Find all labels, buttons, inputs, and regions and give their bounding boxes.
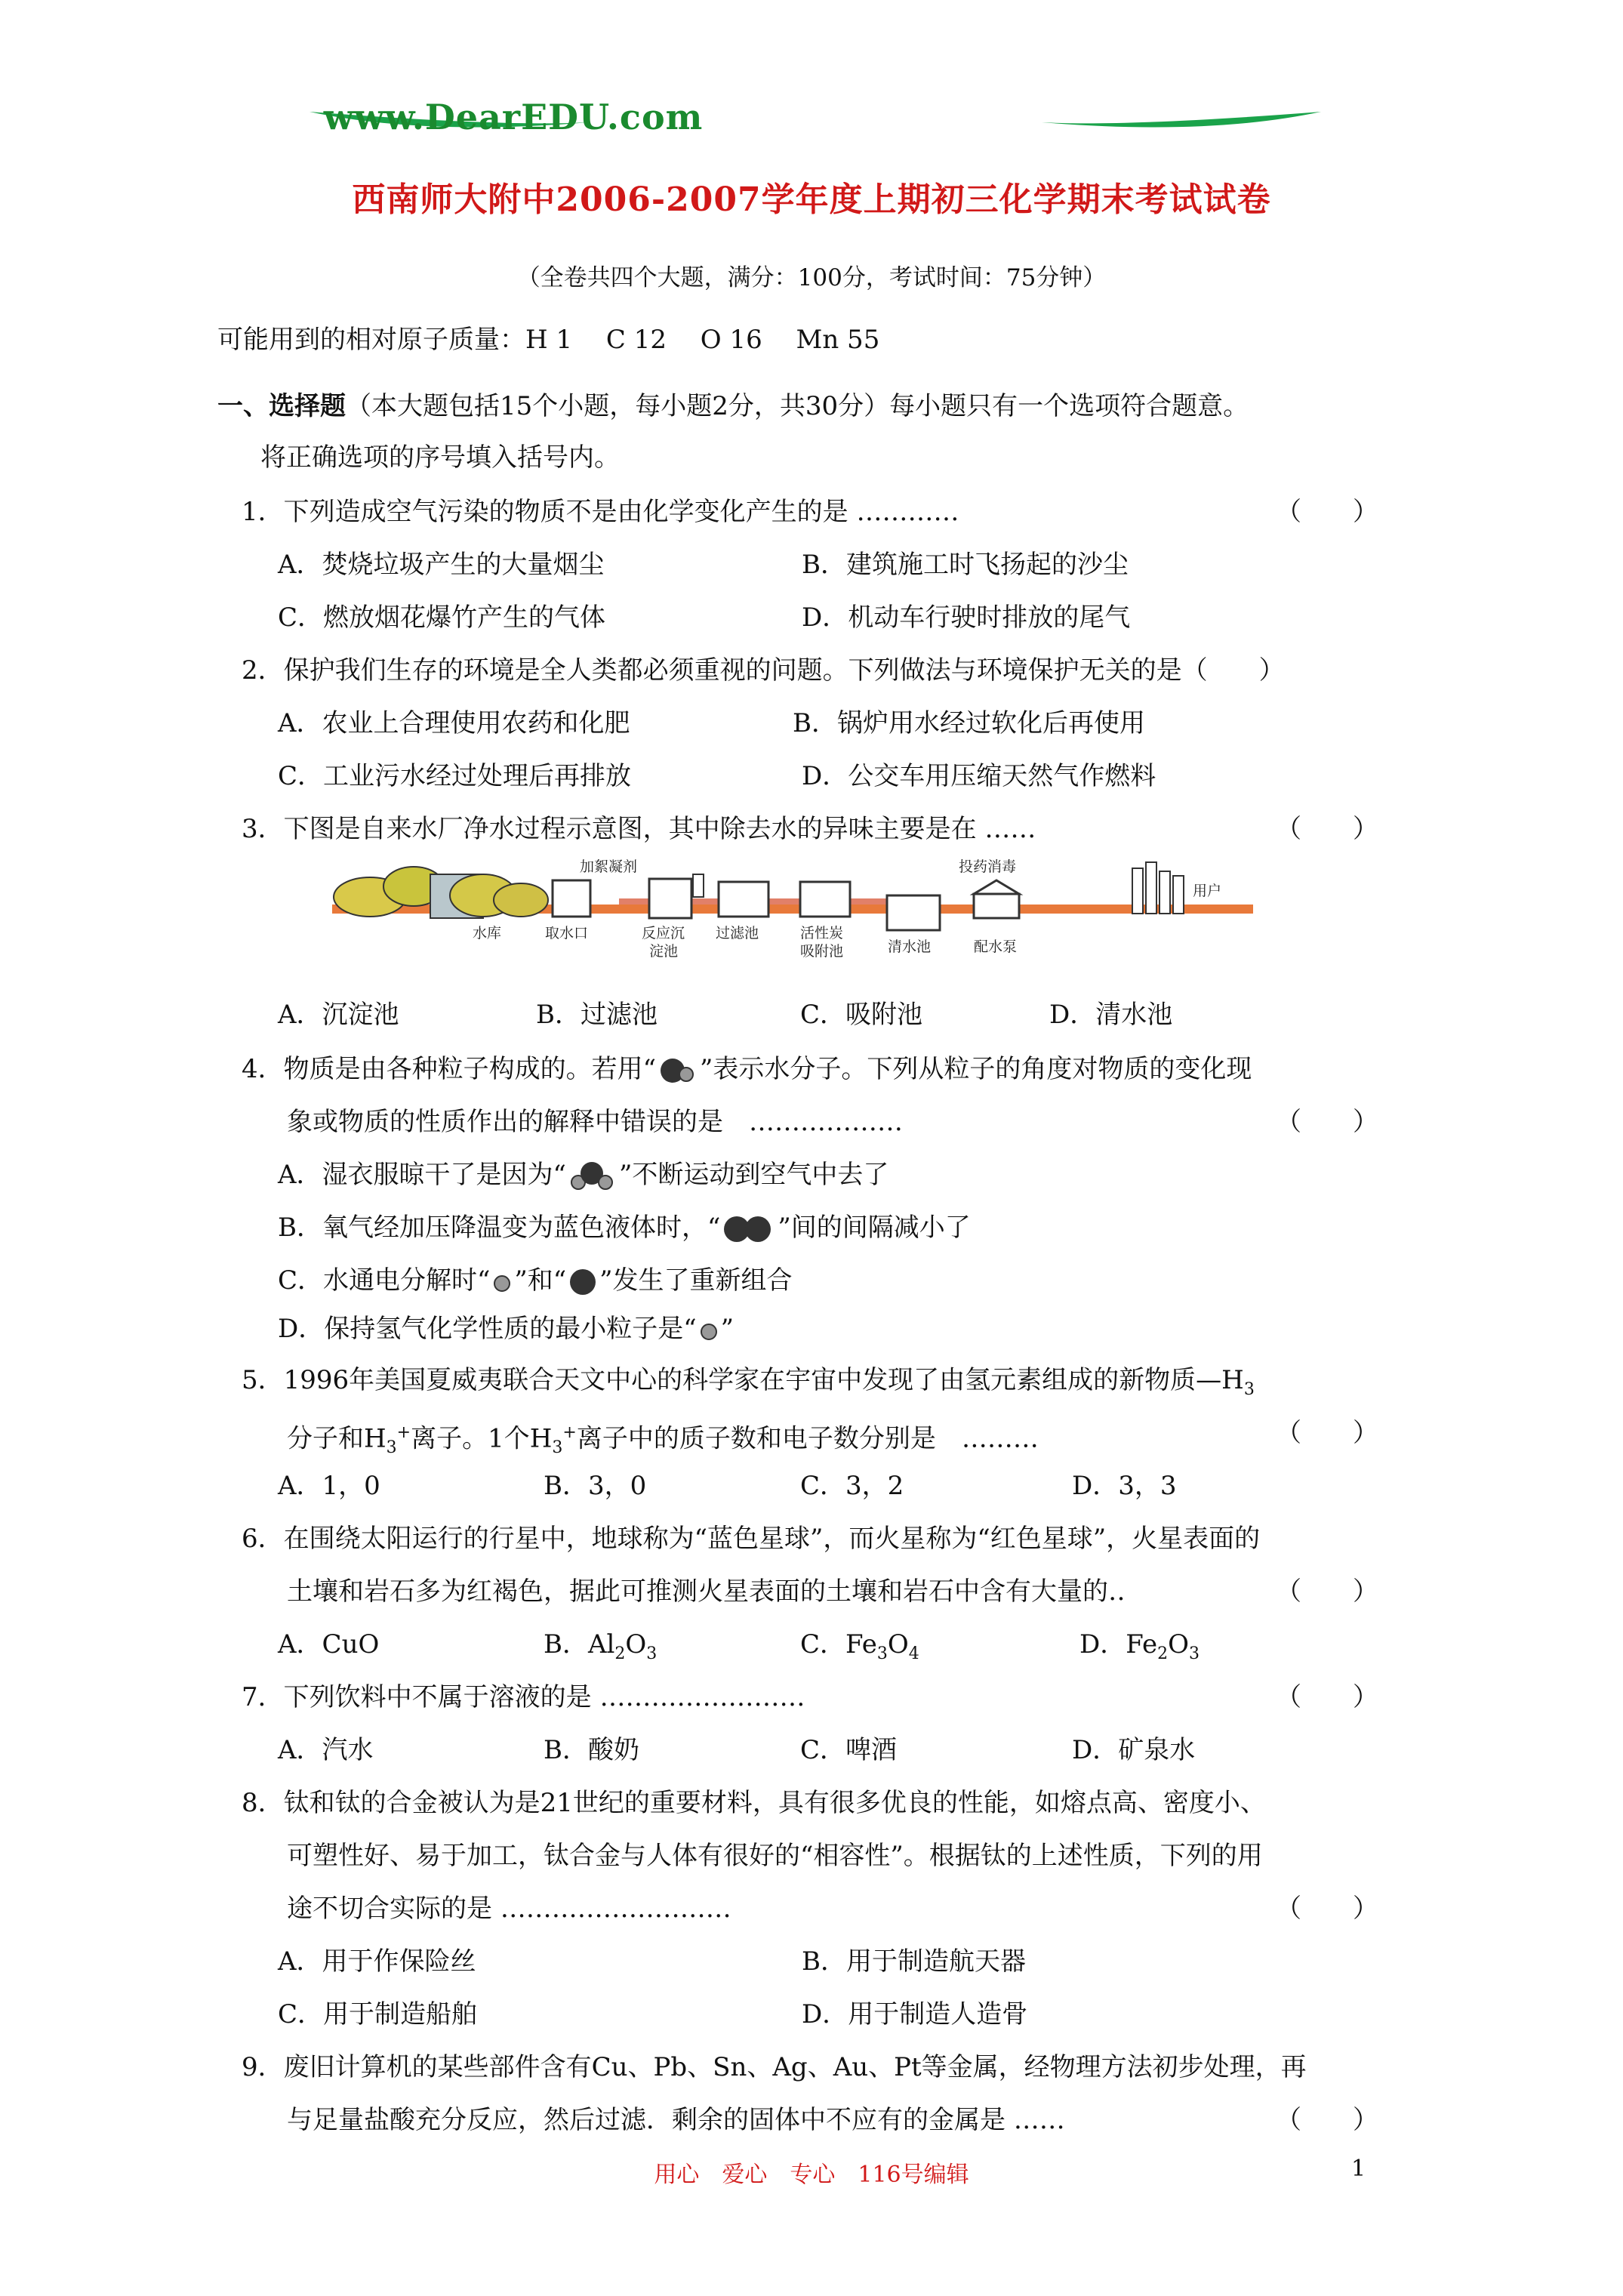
q1-stem: 1．下列造成空气污染的物质不是由化学变化产生的是 ………… bbox=[242, 497, 959, 527]
diag-label-reaction-2: 淀池 bbox=[649, 943, 679, 960]
page-number: 1 bbox=[1351, 2156, 1366, 2182]
hydrogen-atom-icon bbox=[490, 1267, 514, 1297]
diag-label-filter: 过滤池 bbox=[716, 925, 759, 942]
q4-option-a: A．湿衣服晾干了是因为“ ”不断运动到空气中去了 bbox=[278, 1158, 888, 1193]
section1-desc2: 将正确选项的序号填入括号内。 bbox=[260, 442, 620, 473]
q6-option-d: D．$Fe_2O_3$ bbox=[1079, 1629, 1200, 1663]
q1-option-b: B．建筑施工时飞扬起的沙尘 bbox=[802, 550, 1129, 580]
diag-label-intake: 取水口 bbox=[545, 925, 589, 942]
q5-stem-1: 5．1996年美国夏威夷联合天文中心的科学家在宇宙中发现了由氢元素组成的新物质$—H_3$ bbox=[242, 1365, 1255, 1399]
diag-label-flocculant: 加絮凝剂 bbox=[580, 858, 638, 875]
q5-option-c: C．3，2 bbox=[800, 1471, 904, 1501]
diag-label-disinfect: 投药消毒 bbox=[959, 858, 1017, 875]
q2-option-c: C．工业污水经过处理后再排放 bbox=[278, 761, 632, 791]
q8-stem-3: 途不切合实际的是 ……………………… bbox=[287, 1894, 731, 1924]
q7-answer-paren: （ ） bbox=[1276, 1682, 1378, 1712]
exam-subtitle: （全卷共四个大题，满分：100分，考试时间：75分钟） bbox=[516, 264, 1107, 291]
q9-stem-2: 与足量盐酸充分反应，然后过滤．剩余的固体中不应有的金属是 …… bbox=[287, 2105, 1065, 2135]
q4-answer-paren: （ ） bbox=[1276, 1107, 1378, 1137]
q3-option-a: A．沉淀池 bbox=[278, 1000, 399, 1030]
q8-option-a: A．用于作保险丝 bbox=[278, 1946, 476, 1977]
q4-option-d: D．保持氢气化学性质的最小粒子是“ ” bbox=[278, 1314, 735, 1344]
q6-option-a: A．CuO bbox=[278, 1629, 380, 1660]
q3-option-d: D．清水池 bbox=[1049, 1000, 1173, 1030]
diag-label-carbon-2: 吸附池 bbox=[800, 943, 844, 960]
oxygen-atom-icon bbox=[566, 1265, 599, 1299]
q4-stem-2: 象或物质的性质作出的解释中错误的是 ……………… bbox=[287, 1107, 903, 1137]
q6-option-c: C．$Fe_3O_4$ bbox=[800, 1629, 919, 1663]
q8-option-c: C．用于制造船舶 bbox=[278, 1999, 478, 2029]
q6-stem-1: 6．在围绕太阳运行的行星中，地球称为“蓝色星球”，而火星称为“红色星球”，火星表面的 bbox=[242, 1524, 1261, 1554]
page-footer: 用心 爱心 专心 116号编辑 bbox=[654, 2162, 969, 2188]
q8-stem-2: 可塑性好、易于加工，钛合金与人体有很好的“相容性”。根据钛的上述性质，下列的用 bbox=[287, 1841, 1263, 1871]
q5-option-a: A．1，0 bbox=[278, 1471, 380, 1501]
q7-stem: 7．下列饮料中不属于溶液的是 …………………… bbox=[242, 1682, 805, 1712]
q1-option-c: C．燃放烟花爆竹产生的气体 bbox=[278, 603, 606, 633]
q1-option-d: D．机动车行驶时排放的尾气 bbox=[802, 603, 1131, 633]
q7-option-c: C．啤酒 bbox=[800, 1735, 898, 1765]
diag-label-pump: 配水泵 bbox=[974, 938, 1018, 955]
q7-option-d: D．矿泉水 bbox=[1072, 1735, 1196, 1765]
q4-stem-1: 4．物质是由各种粒子构成的。若用“ ”表示水分子。下列从粒子的角度对物质的变化现 bbox=[242, 1054, 1252, 1084]
water-molecule-icon bbox=[566, 1160, 619, 1193]
q5-option-d: D．3，3 bbox=[1072, 1471, 1177, 1501]
q5-answer-paren: （ ） bbox=[1276, 1418, 1378, 1448]
q6-option-b: B．$Al_2O_3$ bbox=[544, 1629, 658, 1663]
q9-answer-paren: （ ） bbox=[1276, 2105, 1378, 2135]
q5-stem-2: 分子和$H_3^+$离子。1个$H_3^+$离子中的质子数和电子数分别是 ……… bbox=[287, 1423, 1039, 1458]
q7-option-b: B．酸奶 bbox=[544, 1735, 639, 1765]
diag-label-reservoir: 水库 bbox=[473, 925, 502, 942]
q8-answer-paren: （ ） bbox=[1276, 1894, 1378, 1924]
q4-option-b: B．氧气经加压降温变为蓝色液体时，“ ”间的间隔减小了 bbox=[278, 1211, 971, 1246]
atomic-mass-line: 可能用到的相对原子质量：H 1 C 12 O 16 Mn 55 bbox=[217, 325, 880, 355]
water-treatment-diagram bbox=[332, 853, 1268, 974]
q2-option-a: A．农业上合理使用农药和化肥 bbox=[278, 708, 630, 738]
diag-label-carbon-1: 活性炭 bbox=[800, 925, 844, 942]
q4-option-c: C．水通电分解时“ ”和“ ”发生了重新组合 bbox=[278, 1264, 793, 1299]
oxygen-molecule-icon bbox=[720, 1213, 778, 1246]
q6-stem-2: 土壤和岩石多为红褐色，据此可推测火星表面的土壤和岩石中含有大量的‥ bbox=[287, 1576, 1126, 1607]
water-molecule-icon bbox=[656, 1056, 700, 1086]
banner-site: www.DearEDU.com bbox=[323, 97, 704, 137]
q6-answer-paren: （ ） bbox=[1276, 1576, 1378, 1607]
section1-desc: （本大题包括15个小题，每小题2分，共30分）每小题只有一个选项符合题意。 bbox=[346, 391, 1249, 421]
q2-stem: 2．保护我们生存的环境是全人类都必须重视的问题。下列做法与环境保护无关的是（ ） bbox=[242, 655, 1285, 686]
q8-option-d: D．用于制造人造骨 bbox=[802, 1999, 1028, 2029]
q9-stem-1: 9．废旧计算机的某些部件含有Cu、Pb、Sn、Ag、Au、Pt等金属，经物理方法初步处理，再 bbox=[242, 2052, 1307, 2082]
section1-heading-line bbox=[217, 390, 1249, 423]
q1-option-a: A．焚烧垃圾产生的大量烟尘 bbox=[278, 550, 605, 580]
exam-title: 西南师大附中2006-2007学年度上期初三化学期末考试试卷 bbox=[352, 180, 1271, 219]
section1-heading: 一、选择题 bbox=[217, 391, 346, 421]
q3-stem: 3．下图是自来水厂净水过程示意图，其中除去水的异味主要是在 …… bbox=[242, 814, 1036, 844]
q8-option-b: B．用于制造航天器 bbox=[802, 1946, 1026, 1977]
q2-option-b: B．锅炉用水经过软化后再使用 bbox=[793, 708, 1145, 738]
diag-label-reaction-1: 反应沉 bbox=[642, 925, 685, 942]
q2-option-d: D．公交车用压缩天然气作燃料 bbox=[802, 761, 1156, 791]
hydrogen-atom-icon bbox=[697, 1315, 721, 1345]
q3-answer-paren: （ ） bbox=[1276, 814, 1378, 844]
q5-option-b: B．3，0 bbox=[544, 1471, 647, 1501]
diag-label-users: 用户 bbox=[1193, 883, 1222, 899]
q3-option-c: C．吸附池 bbox=[800, 1000, 923, 1030]
q3-option-b: B．过滤池 bbox=[536, 1000, 658, 1030]
diag-label-clean: 清水池 bbox=[888, 938, 932, 955]
q8-stem-1: 8．钛和钛的合金被认为是21世纪的重要材料，具有很多优良的性能，如熔点高、密度小、 bbox=[242, 1788, 1266, 1818]
q7-option-a: A．汽水 bbox=[278, 1735, 374, 1765]
q1-answer-paren: （ ） bbox=[1276, 497, 1378, 527]
